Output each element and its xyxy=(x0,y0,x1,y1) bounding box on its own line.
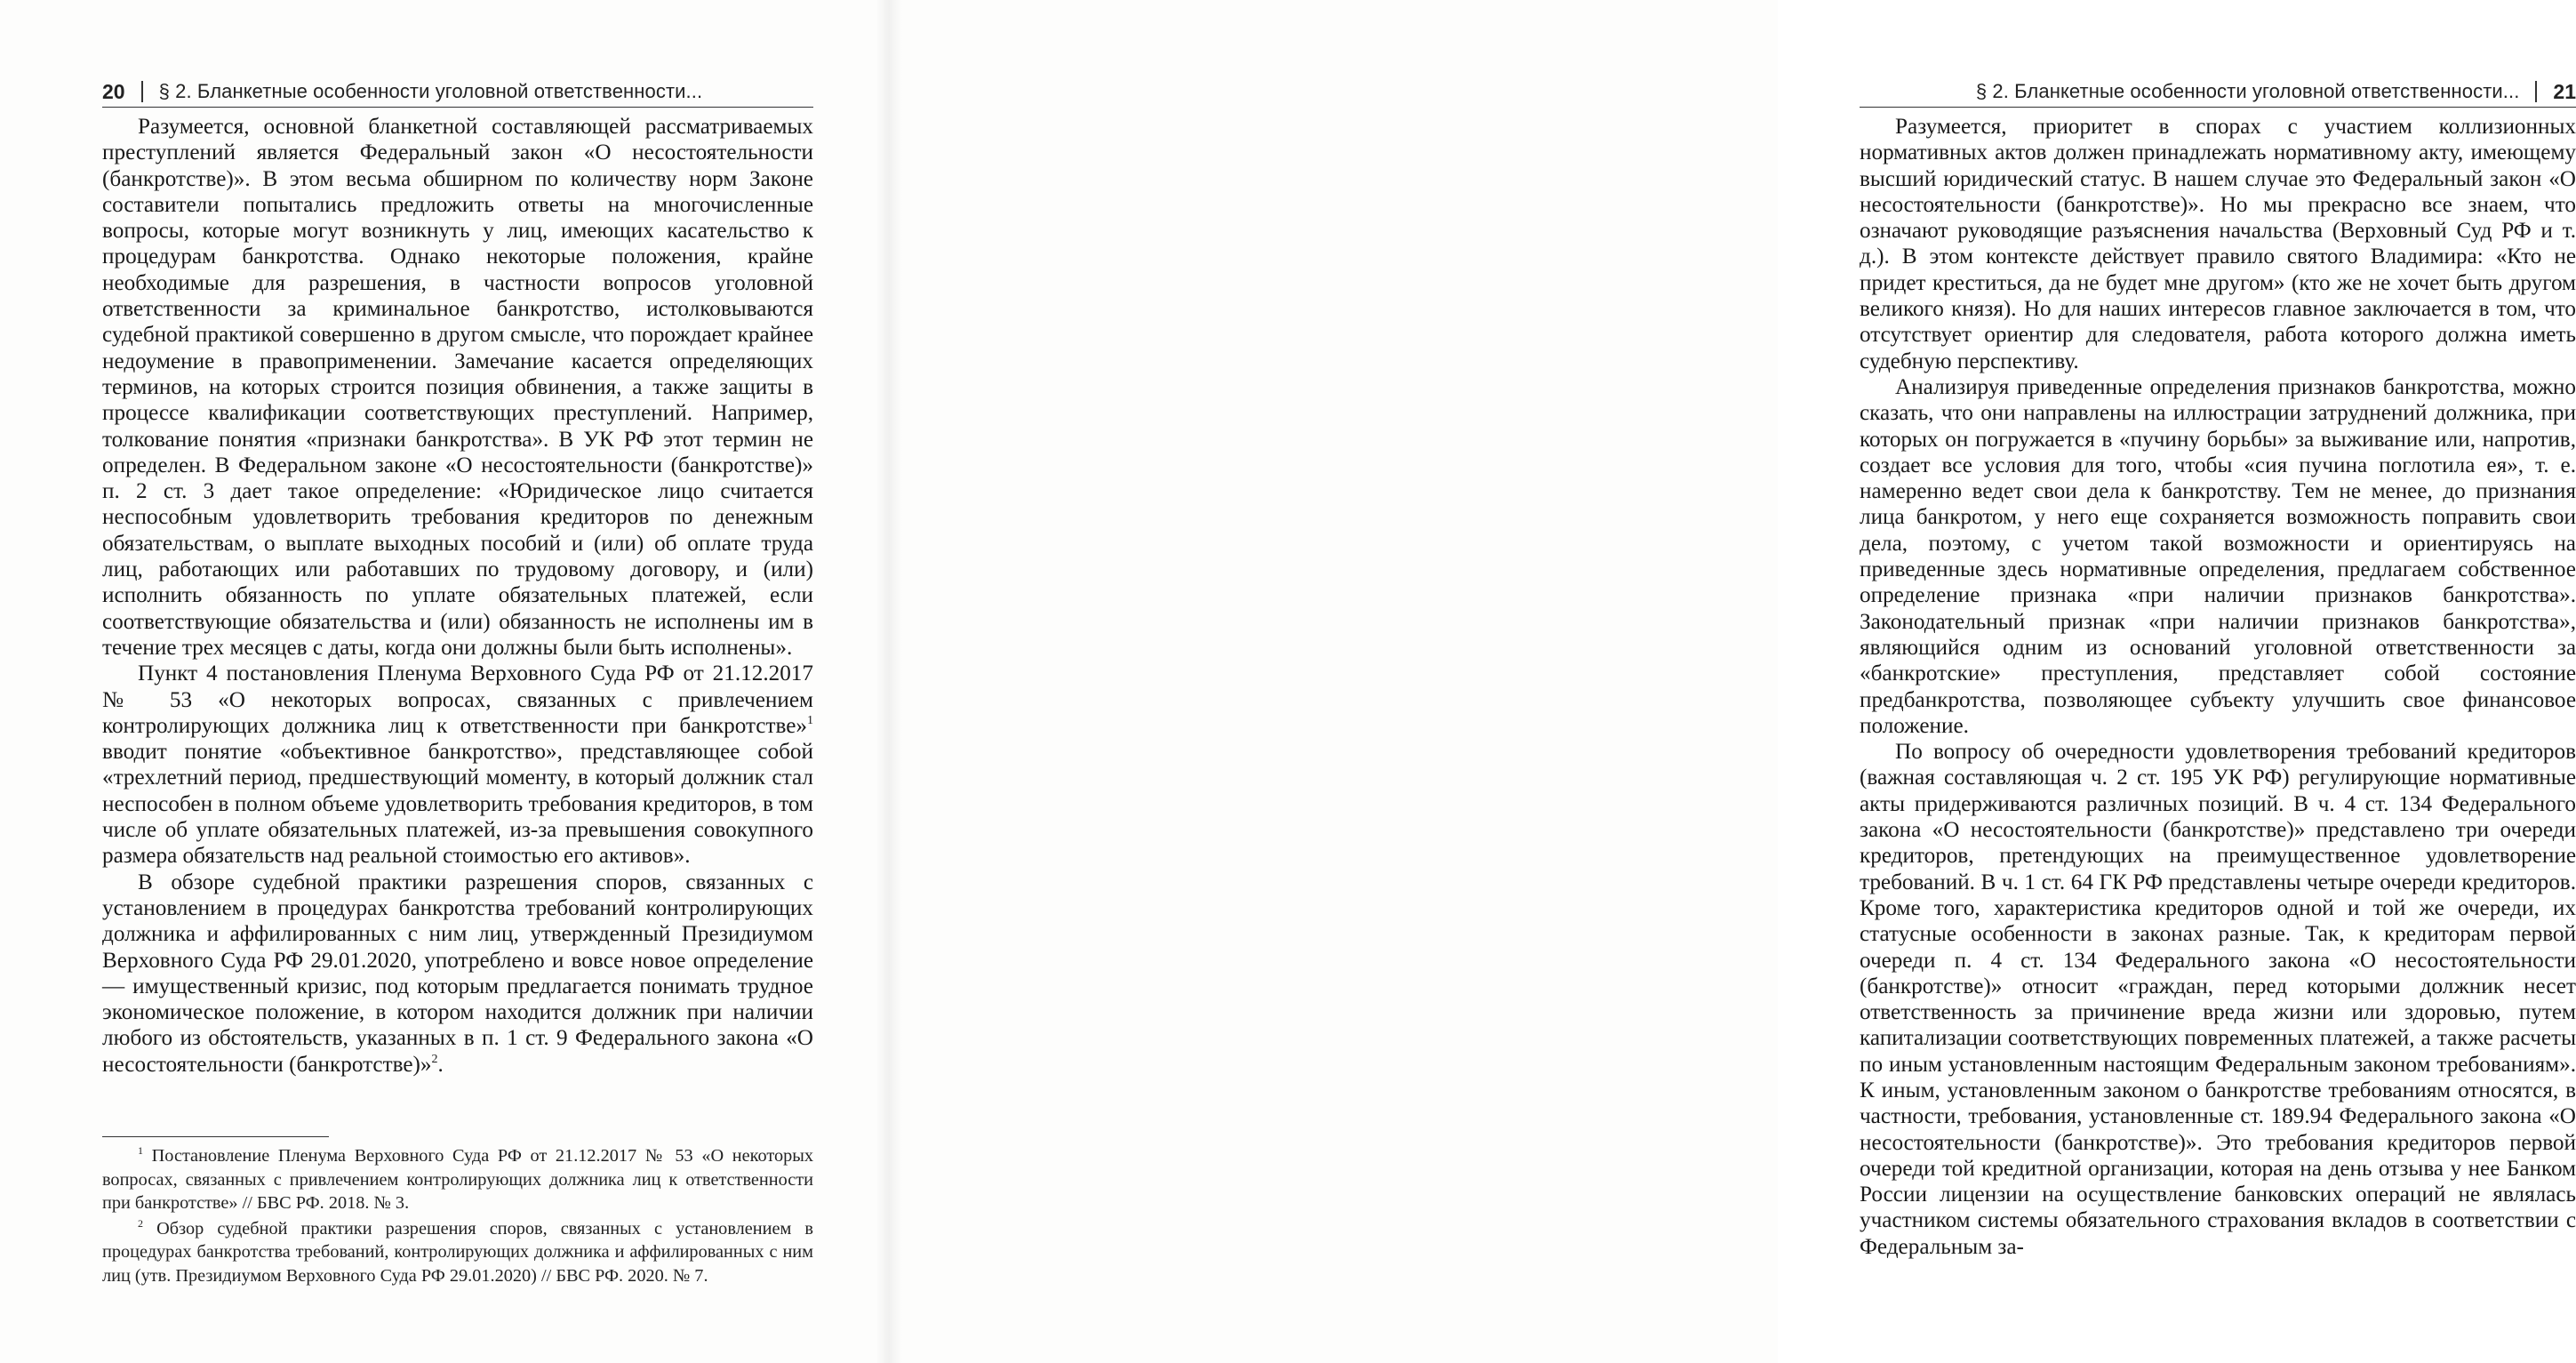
footnote: $^2$ Обзор судебной практики разрешения споров, связанных с установлением в процедурах банкротства требований, контролирующих должника и аффилированных с ним лиц (утв. Президиумом Верховного Суда РФ 29.01.2020) // БВС РФ. 2020. № 7. xyxy=(102,1216,813,1286)
footnotes xyxy=(102,1144,813,1289)
paragraph: В обзоре судебной практики разрешения споров, связанных с установлением в процедурах банкротства требований контролирующих должника и аффилированных с ним лиц, утвержденный Президиумом Верховного Суда РФ 29.01.2020, употреблено и вовсе новое определение — имущественный кризис, под которым предлагается понимать трудное экономическое положение, в котором находится должник при наличии любого из обстоятельств, указанных в п. 1 ст. 9 Федерального закона «О несостоятельности (банкротстве)»$^2$. xyxy=(102,870,813,1077)
footnote: $^1$ Постановление Пленума Верховного Суда РФ от 21.12.2017 № 53 «О некоторых вопросах, связанных с привлечением контролирующих должника лиц к ответственности при банкротстве» // БВС РФ. 2018. № 3. xyxy=(102,1144,813,1213)
right-page xyxy=(889,0,2576,1363)
left-page xyxy=(0,0,889,1363)
right-body-text xyxy=(1860,114,2576,1260)
section-title: § 2. Бланкетные особенности уголовной ответственности... xyxy=(1975,80,2520,102)
page-number: 20 xyxy=(102,79,125,103)
paragraph: Пункт 4 постановления Пленума Верховного Суда РФ от 21.12.2017 № 53 «О некоторых вопросах, связанных с привлечением контролирующих должника лиц к ответственности при банкротстве»$^1$ вводит понятие «объективное банкротство», представляющее собой «трехлетний период, предшествующий моменту, в который должник стал неспособен в полном объеме удовлетворить требования кредиторов, в том числе об уплате обязательных платежей, из-за превышения совокупного размера обязательств над реальной стоимостью его активов». xyxy=(102,661,813,869)
left-running-header xyxy=(102,76,813,108)
paragraph: Разумеется, основной бланкетной составляющей рассматриваемых преступлений является Федеральный закон «О несостоятельности (банкротстве)». В этом весьма обширном по количеству норм Законе составители попытались предложить ответы на многочисленные вопросы, которые могут возникнуть у лиц, имеющих касательство к процедурам банкротства. Однако некоторые положения, крайне необходимые для разрешения, в частности вопросов уголовной ответственности за криминальное банкротство, истолковываются судебной практикой совершенно в другом смысле, что порождает крайнее недоумение в правоприменении. Замечание касается определяющих терминов, на которых строится позиция обвинения, а также защиты в процессе квалификации соответствующих преступлений. Например, толкование понятия «признаки банкротства». В УК РФ этот термин не определен. В Федеральном законе «О несостоятельности (банкротстве)» п. 2 ст. 3 дает такое определение: «Юридическое лицо считается неспособным удовлетворить требования кредиторов по денежным обязательствам, о выплате выходных пособий и (или) об оплате труда лиц, работающих или работавших по трудовому договору, и (или) исполнить обязанность по уплате обязательных платежей, если соответствующие обязательства и (или) обязанность не исполнены им в течение трех месяцев с даты, когда они должны были быть исполнены». xyxy=(102,115,813,660)
page-number: 21 xyxy=(2553,79,2576,103)
header-divider xyxy=(2535,81,2537,102)
footnote-separator xyxy=(102,1136,329,1137)
right-running-header xyxy=(1860,76,2576,108)
paragraph: Разумеется, приоритет в спорах с участием коллизионных нормативных актов должен принадлежать нормативному акту, имеющему высший юридический статус. В нашем случае это Федеральный закон «О несостоятельности (банкротстве)». Но мы прекрасно все знаем, что означают руководящие разъяснения начальства (Верховный Суд РФ и т. д.). В этом контексте действует правило святого Владимира: «Кто не придет креститься, да не будет мне другом» (кто же не хочет быть другом великого князя). Но для наших интересов главное заключается в том, что отсутствует ориентир для следователя, работа которого должна иметь судебную перспективу. xyxy=(1860,115,2576,373)
paragraph: По вопросу об очередности удовлетворения требований кредиторов (важная составляющая ч. 2 ст. 195 УК РФ) регулирующие нормативные акты придерживаются различных позиций. В ч. 4 ст. 134 Федерального закона «О несостоятельности (банкротстве)» представлено три очереди кредиторов, претендующих на преимущественное удовлетворение требований. В ч. 1 ст. 64 ГК РФ представлены четыре очереди кредиторов. Кроме того, характеристика кредиторов одной и той же очереди, их статусные особенности в законах разные. Так, к кредиторам первой очереди п. 4 ст. 134 Федерального закона «О несостоятельности (банкротстве)» относит «граждан, перед которыми должник несет ответственность за причинение вреда жизни или здоровью, путем капитализации соответствующих повременных платежей, а также расчеты по иным установленным настоящим Федеральным законом требованиям». К иным, установленным законом о банкротстве требованиям относятся, в частности, требования, установленные ст. 189.94 Федерального закона «О несостоятельности (банкротстве)». Это требования кредиторов первой очереди той кредитной организации, которая на день отзыва у нее Банком России лицензии на осуществление банковских операций не являлась участником системы обязательного страхования вкладов в соответствии с Федеральным за- xyxy=(1860,740,2576,1259)
footnote-ref: 2 xyxy=(431,1052,438,1066)
footnote-ref: 1 xyxy=(807,713,813,727)
left-body-text xyxy=(102,114,813,1078)
paragraph: Анализируя приведенные определения признаков банкротства, можно сказать, что они направлены на иллюстрации затруднений должника, при которых он погружается в «пучину борьбы» за выживание или, напротив, создает все условия для того, чтобы «сия пучина поглотила ея», т. е. намеренно ведет свои дела к банкротству. Тем не менее, до признания лица банкротом, у него еще сохраняется возможность поправить свои дела, поэтому, с учетом такой возможности и ориентируясь на приведенные здесь нормативные определения, предлагаем собственное определение признака «при наличии признаков банкротства». Законодательный признак «при наличии признаков банкротства», являющийся одним из оснований уголовной ответственности за «банкротские» преступления, представляет собой состояние предбанкротства, позволяющее субъекту улучшить свое финансовое положение. xyxy=(1860,374,2576,738)
header-divider xyxy=(141,81,143,102)
section-title: § 2. Бланкетные особенности уголовной ответственности... xyxy=(158,80,703,102)
